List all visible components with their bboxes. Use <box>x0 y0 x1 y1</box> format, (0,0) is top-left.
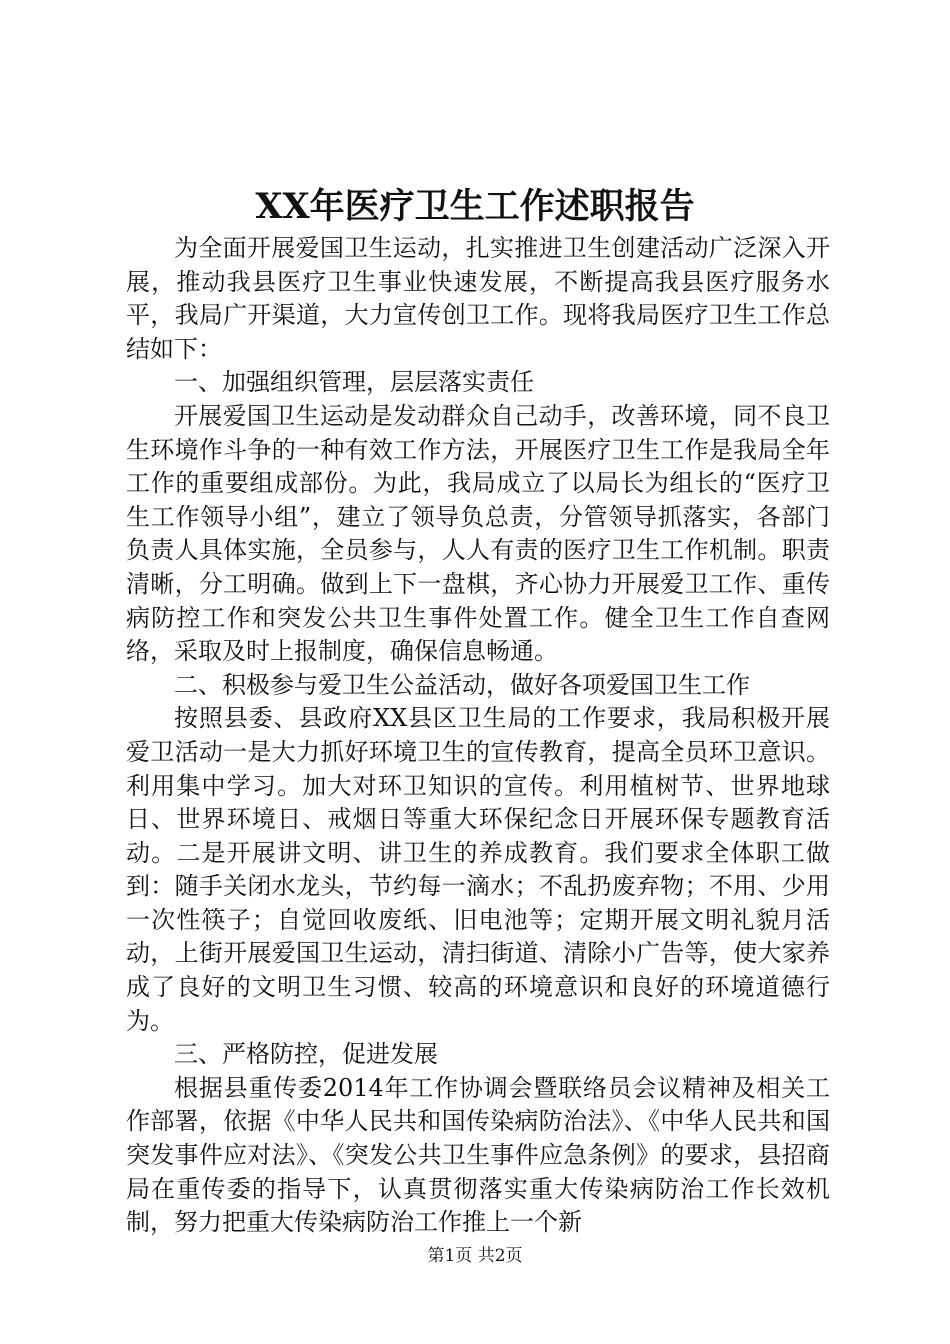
intro-paragraph: 为全面开展爱国卫生运动，扎实推进卫生创建活动广泛深入开展，推动我县医疗卫生事业快速发展，不断提高我县医疗服务水平，我局广开渠道，大力宣传创卫工作。现将我局医疗卫生工作总结如下： <box>126 234 830 363</box>
page-number-footer: 第1页 共2页 <box>427 1246 523 1266</box>
section-2-paragraph: 按照县委、县政府XX县区卫生局的工作要求，我局积极开展爱卫活动一是大力抓好环境卫生的宣传教育，提高全员环卫意识。利用集中学习。加大对环卫知识的宣传。利用植树节、世界地球日、世界环境日、戒烟日等重大环保纪念日开展环保专题教育活动。二是开展讲文明、讲卫生的养成教育。我们要求全体职工做到：随手关闭水龙头，节约每一滴水；不乱扔废弃物；不用、少用一次性筷子；自觉回收废纸、旧电池等；定期开展文明礼貌月活动，上街开展爱国卫生运动，清扫街道、清除小广告等，使大家养成了良好的文明卫生习惯、较高的环境意识和良好的环境道德行为。 <box>126 704 830 1035</box>
section-heading-1: 一、加强组织管理，层层落实责任 <box>174 368 534 397</box>
document-title: XX年医疗卫生工作述职报告 <box>255 186 695 227</box>
section-heading-2: 二、积极参与爱卫生公益活动，做好各项爱国卫生工作 <box>174 670 750 699</box>
section-heading-3: 三、严格防控，促进发展 <box>174 1040 438 1069</box>
section-1-paragraph: 开展爱国卫生运动是发动群众自己动手，改善环境，同不良卫生环境作斗争的一种有效工作方法，开展医疗卫生工作是我局全年工作的重要组成部份。为此，我局成立了以局长为组长的“医疗卫生工作领导小组”，建立了领导负总责，分管领导抓落实，各部门负责人具体实施，全员参与，人人有责的医疗卫生工作机制。职责清晰，分工明确。做到上下一盘棋，齐心协力开展爱卫工作、重传病防控工作和突发公共卫生事件处置工作。健全卫生工作自查网络，采取及时上报制度，确保信息畅通。 <box>126 401 830 666</box>
document-body <box>126 232 830 1240</box>
section-3-paragraph: 根据县重传委2014年工作协调会暨联络员会议精神及相关工作部署，依据《中华人民共和国传染病防治法》、《中华人民共和国突发事件应对法》、《突发公共卫生事件应急条例》的要求，县招商局在重传委的指导下，认真贯彻落实重大传染病防治工作长效机制，努力把重大传染病防治工作推上一个新 <box>126 1073 830 1237</box>
